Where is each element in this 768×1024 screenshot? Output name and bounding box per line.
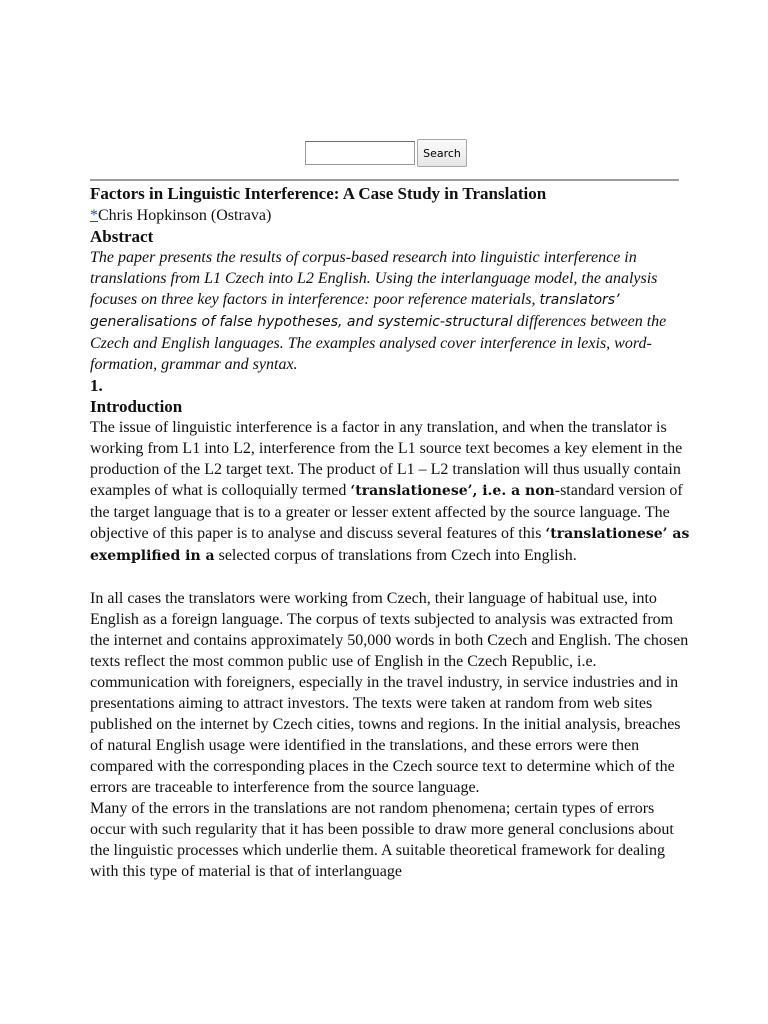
search-bar (305, 139, 467, 167)
abstract-part-1: The paper presents the results of corpus-based research into linguistic interference in translations from L1 Czech into L2 English. Using the interlanguage model, the analysis focuses on three key factors in interference: poor reference materials, (90, 249, 658, 308)
abstract-part-3: differences between the Czech and English languages. The examples analysed cover interference in lexis, word-formation, grammar and syntax. (90, 313, 667, 373)
section-title: Introduction (90, 397, 183, 416)
intro-p1-b: ‘translationese’, i.e. a non (350, 483, 555, 499)
abstract-heading: Abstract (90, 227, 154, 246)
intro-paragraph-3: Many of the errors in the translations are not random phenomena; certain types of errors occur with such regularity that it has been possible to draw more general conclusions about the linguistic processes which underlie them. A suitable theoretical framework for dealing with this type of material is that of interlanguage (90, 800, 674, 880)
section-number: 1. (90, 376, 103, 395)
paragraph-gap (90, 567, 690, 588)
article-title: Factors in Linguistic Interference: A Case Study in Translation (90, 184, 547, 203)
intro-paragraph-2: In all cases the translators were working from Czech, their language of habitual use, into English as a foreign language. The corpus of texts subjected to analysis was extracted from the internet and contains approximately 50,000 words in both Czech and English. The chosen texts reflect the most common public use of English in the Czech Republic, i.e. communication with foreigners, especially in the travel industry, in service industries and in presentations aiming to attract investors. The texts were taken at random from web sites published on the internet by Czech cities, towns and regions. In the initial analysis, breaches of natural English usage were identified in the translations, and these errors were then compared with the corresponding places in the Czech source text to determine which of the errors are traceable to interference from the source language. (90, 590, 689, 796)
search-button[interactable]: Search (417, 139, 467, 167)
author-footnote-link[interactable]: * (90, 207, 98, 224)
intro-p1-e: selected corpus of translations from Czech into English. (214, 547, 577, 564)
intro-p1-a: The issue of linguistic interference is a factor in any translation, and when the translator is working from L1 into L2, interference from the L1 source text becomes a key element in the production of the L2 target text. The product of L1 – L2 translation will thus usually contain examples of what is colloquially termed (90, 419, 683, 499)
abstract-text (90, 247, 690, 375)
article-body (90, 183, 690, 882)
intro-p1-d: ‘translationese’ as exemplified in a (90, 526, 690, 564)
intro-p1-c: -standard version of the target language that is to a greater or lesser extent affected by the source language. The objective of this paper is to analyse and discuss several features of this (90, 482, 683, 542)
author-line (90, 205, 690, 226)
intro-paragraph-1 (90, 417, 690, 567)
search-input[interactable] (305, 141, 415, 165)
author-name: Chris Hopkinson (Ostrava) (98, 207, 272, 224)
header-divider (90, 179, 679, 181)
abstract-part-2: translators’ generalisations of false hypotheses, and systemic-structural (90, 292, 620, 330)
